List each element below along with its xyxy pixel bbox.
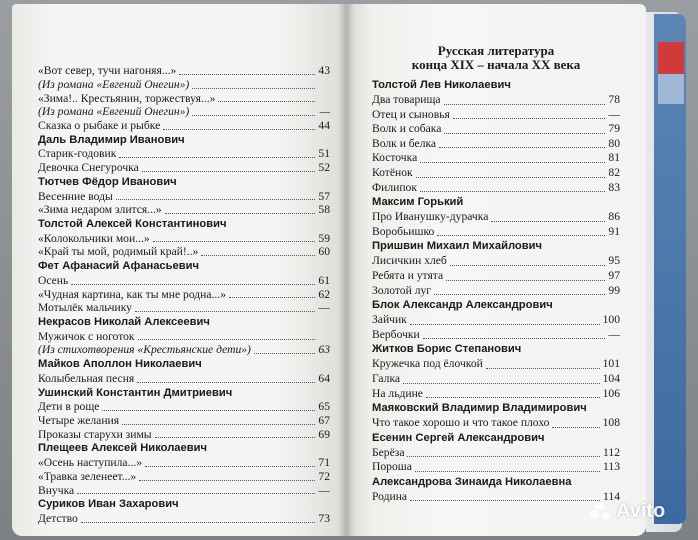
toc-page-number: 57 xyxy=(318,189,330,203)
toc-dot-leader xyxy=(119,157,315,158)
toc-item xyxy=(38,484,330,498)
toc-item-title: Мужичок с ноготок xyxy=(38,329,135,343)
toc-item xyxy=(38,288,330,302)
toc-item xyxy=(38,147,330,161)
toc-page-number: 65 xyxy=(318,400,330,414)
toc-note xyxy=(38,105,330,119)
toc-item xyxy=(38,330,330,344)
toc-item xyxy=(38,119,330,133)
toc-page-number: 112 xyxy=(603,445,620,459)
toc-dot-leader xyxy=(439,147,605,148)
toc-item xyxy=(372,387,620,402)
toc-page-number: 91 xyxy=(608,224,620,238)
toc-dot-leader xyxy=(135,311,315,312)
toc-dot-leader xyxy=(229,297,315,298)
toc-note xyxy=(38,78,330,92)
toc-author: Блок Александр Александрович xyxy=(372,299,553,312)
toc-page-number: 43 xyxy=(318,64,330,77)
toc-item xyxy=(372,372,620,387)
toc-item xyxy=(372,181,620,196)
toc-item-title: Золотой луг xyxy=(372,283,432,297)
toc-dot-leader xyxy=(142,171,315,172)
toc-item-title: Котёнок xyxy=(372,165,413,179)
toc-item-title: Филипок xyxy=(372,180,417,194)
toc-item xyxy=(38,92,330,106)
toc-dot-leader xyxy=(218,101,315,102)
toc-author: Житков Борис Степанович xyxy=(372,343,522,356)
toc-author: Пришвин Михаил Михайлович xyxy=(372,240,542,253)
toc-dot-leader xyxy=(450,265,605,266)
toc-page-number: 58 xyxy=(318,203,330,217)
left-page xyxy=(12,4,346,536)
toc-dot-leader xyxy=(423,338,605,339)
toc-item-title: Детство xyxy=(38,511,78,525)
toc-dot-leader xyxy=(444,104,605,105)
toc-dot-leader xyxy=(102,410,315,411)
open-book xyxy=(6,4,692,536)
toc-page-number: 60 xyxy=(318,245,330,259)
toc-item xyxy=(38,512,330,526)
toc-dot-leader xyxy=(491,221,605,222)
avito-logo-icon xyxy=(590,503,612,521)
toc-item xyxy=(372,225,620,240)
section-title-line1: Русская литература xyxy=(437,43,555,58)
toc-item-title: Ребята и утята xyxy=(372,268,444,282)
toc-item-title: «Зима недаром злится...» xyxy=(38,203,162,217)
toc-item-title: Родина xyxy=(372,489,408,503)
toc-dot-leader xyxy=(116,199,315,200)
toc-item-title: Волк и белка xyxy=(372,136,437,150)
toc-item xyxy=(372,108,620,123)
toc-item-title: Сказка о рыбаке и рыбке xyxy=(38,119,161,133)
toc-item-title: «Зима!.. Крестьянин, торжествуя...» xyxy=(38,91,216,105)
toc-item xyxy=(38,203,330,217)
toc-page-number: 67 xyxy=(318,413,330,427)
right-toc-list xyxy=(372,78,620,504)
toc-dot-leader xyxy=(254,353,315,354)
toc-author: Некрасов Николай Алексеевич xyxy=(38,316,210,329)
toc-author: Фет Афанасий Афанасьевич xyxy=(38,260,200,273)
cover-edge-red-band xyxy=(658,42,684,74)
toc-page-number: — xyxy=(608,107,620,121)
toc-page-number: 52 xyxy=(318,161,330,175)
toc-item xyxy=(38,414,330,428)
toc-page-number: 44 xyxy=(318,119,330,133)
toc-note xyxy=(38,343,330,357)
toc-page-number: 101 xyxy=(602,357,620,371)
toc-page-number: 63 xyxy=(318,343,330,357)
toc-item-title: Девочка Снегурочка xyxy=(38,161,139,175)
toc-page-number: 71 xyxy=(318,455,330,469)
toc-item-title: На льдине xyxy=(372,386,423,400)
toc-dot-leader xyxy=(453,118,605,119)
toc-item-title: Что такое хорошо и что такое плохо xyxy=(372,416,550,430)
cover-edge-pale-band xyxy=(658,74,684,104)
toc-item xyxy=(372,254,620,269)
toc-item-title: Пороша xyxy=(372,460,412,474)
toc-dot-leader xyxy=(420,191,605,192)
toc-dot-leader xyxy=(403,383,600,384)
toc-author: Плещеев Алексей Николаевич xyxy=(38,442,207,455)
right-page xyxy=(346,4,646,536)
toc-dot-leader xyxy=(179,74,315,75)
toc-page-number: — xyxy=(608,327,620,341)
toc-item xyxy=(372,416,620,431)
toc-dot-leader xyxy=(138,339,315,340)
toc-author: Даль Владимир Иванович xyxy=(38,133,185,146)
toc-item xyxy=(38,161,330,175)
toc-author: Майков Аполлон Николаевич xyxy=(38,358,202,371)
toc-item xyxy=(38,470,330,484)
toc-item-title: Косточка xyxy=(372,151,418,165)
toc-item-title: Отец и сыновья xyxy=(372,107,450,121)
toc-item xyxy=(38,456,330,470)
toc-dot-leader xyxy=(434,294,605,295)
toc-item xyxy=(372,313,620,328)
toc-item-title: Воробьишко xyxy=(372,224,435,238)
toc-page-number: 100 xyxy=(602,313,620,327)
toc-author: Толстой Алексей Константинович xyxy=(38,218,227,231)
toc-dot-leader xyxy=(410,324,600,325)
toc-item-title: Про Иванушку-дурачка xyxy=(372,210,489,224)
toc-item xyxy=(372,122,620,137)
toc-item xyxy=(38,64,330,78)
toc-item xyxy=(38,372,330,386)
toc-page-number: 62 xyxy=(318,287,330,301)
toc-author: Максим Горький xyxy=(372,196,464,209)
toc-item-title: (Из романа «Евгений Онегин») xyxy=(38,105,190,119)
toc-page-number: 113 xyxy=(603,460,620,474)
toc-item xyxy=(372,269,620,284)
toc-page-number: 95 xyxy=(608,254,620,268)
toc-page-number: 104 xyxy=(602,371,620,385)
toc-page-number: 78 xyxy=(608,93,620,106)
toc-page-number: — xyxy=(319,105,330,119)
toc-item xyxy=(372,166,620,181)
toc-item-title: Колыбельная песня xyxy=(38,371,135,385)
toc-dot-leader xyxy=(139,480,315,481)
toc-page-number: 97 xyxy=(608,268,620,282)
toc-item xyxy=(38,301,330,315)
toc-author: Маяковский Владимир Владимирович xyxy=(372,402,587,415)
book-spine xyxy=(338,4,354,536)
section-title xyxy=(372,44,620,72)
toc-dot-leader xyxy=(137,382,315,383)
toc-page-number: — xyxy=(318,301,330,315)
toc-item xyxy=(372,328,620,343)
watermark-text: Avito xyxy=(616,500,666,522)
toc-dot-leader xyxy=(122,424,315,425)
toc-item xyxy=(372,460,620,475)
toc-page-number: 61 xyxy=(318,273,330,287)
toc-dot-leader xyxy=(153,241,315,242)
toc-page-number: 114 xyxy=(603,489,620,503)
toc-item-title: Лисичкин хлеб xyxy=(372,254,447,268)
toc-author: Тютчев Фёдор Иванович xyxy=(38,176,177,189)
toc-item-title: Кружечка под ёлочкой xyxy=(372,357,483,371)
toc-page-number: 99 xyxy=(608,283,620,297)
toc-item-title: Галка xyxy=(372,371,401,385)
toc-item xyxy=(372,357,620,372)
toc-item-title: (Из романа «Евгений Онегин») xyxy=(38,77,190,91)
toc-page-number: 59 xyxy=(318,231,330,245)
toc-item-title: Берёза xyxy=(372,445,405,459)
toc-page-number: 73 xyxy=(318,511,330,525)
toc-dot-leader xyxy=(145,466,315,467)
toc-dot-leader xyxy=(486,368,600,369)
toc-dot-leader xyxy=(163,129,315,130)
toc-item xyxy=(38,274,330,288)
toc-page-number: 106 xyxy=(602,386,620,400)
toc-item-title: Мотылёк мальчику xyxy=(38,301,132,315)
toc-item-title: Волк и собака xyxy=(372,122,442,136)
toc-item xyxy=(372,93,620,108)
toc-dot-leader xyxy=(192,88,315,89)
toc-author: Ушинский Константин Дмитриевич xyxy=(38,386,233,399)
toc-author: Суриков Иван Захарович xyxy=(38,498,179,511)
toc-item-title: «Колокольчики мои...» xyxy=(38,231,150,245)
toc-item-title: «Край ты мой, родимый край!..» xyxy=(38,245,199,259)
toc-dot-leader xyxy=(437,235,605,236)
toc-page-number: 69 xyxy=(318,427,330,441)
section-title-line2: конца XIX – начала XX века xyxy=(411,57,581,72)
toc-item-title: Зайчик xyxy=(372,313,407,327)
toc-dot-leader xyxy=(71,284,315,285)
toc-item-title: «Травка зеленеет...» xyxy=(38,469,137,483)
toc-item xyxy=(372,446,620,461)
toc-item xyxy=(38,232,330,246)
toc-item xyxy=(372,490,620,505)
toc-dot-leader xyxy=(420,162,605,163)
toc-page-number: 81 xyxy=(608,151,620,165)
toc-dot-leader xyxy=(410,500,600,501)
toc-author: Есенин Сергей Александрович xyxy=(372,431,545,444)
toc-dot-leader xyxy=(415,471,600,472)
toc-page-number: 72 xyxy=(318,469,330,483)
toc-item-title: Два товарища xyxy=(372,93,441,106)
toc-item xyxy=(38,428,330,442)
toc-page-number: 79 xyxy=(608,122,620,136)
toc-item xyxy=(372,137,620,152)
toc-dot-leader xyxy=(77,493,315,494)
toc-page-number: 108 xyxy=(602,416,620,430)
toc-page-number: 51 xyxy=(318,147,330,161)
toc-page-number: 64 xyxy=(318,371,330,385)
toc-item-title: (Из стихотворения «Крестьянские дети») xyxy=(38,343,251,357)
toc-author: Толстой Лев Николаевич xyxy=(372,79,511,91)
toc-item-title: Дети в роще xyxy=(38,400,100,414)
toc-item-title: «Вот север, тучи нагоняя...» xyxy=(38,64,177,77)
toc-item-title: Осень xyxy=(38,273,69,287)
toc-author: Александрова Зинаида Николаевна xyxy=(372,475,572,488)
toc-dot-leader xyxy=(416,177,605,178)
toc-item-title: Четыре желания xyxy=(38,413,120,427)
toc-dot-leader xyxy=(81,522,315,523)
toc-dot-leader xyxy=(552,427,599,428)
toc-item-title: Весенние воды xyxy=(38,189,113,203)
toc-item-title: «Чудная картина, как ты мне родна...» xyxy=(38,287,227,301)
left-toc-list xyxy=(38,64,330,526)
toc-item-title: Внучка xyxy=(38,483,75,497)
toc-dot-leader xyxy=(165,213,315,214)
toc-page-number: 82 xyxy=(608,165,620,179)
toc-page-number: 83 xyxy=(608,180,620,194)
toc-page-number: — xyxy=(318,483,330,497)
toc-dot-leader xyxy=(155,437,315,438)
toc-item xyxy=(372,210,620,225)
toc-dot-leader xyxy=(201,255,315,256)
toc-item xyxy=(38,400,330,414)
toc-page-number: 80 xyxy=(608,136,620,150)
avito-watermark xyxy=(590,500,665,523)
toc-item xyxy=(372,151,620,166)
toc-item-title: «Осень наступила...» xyxy=(38,455,143,469)
toc-dot-leader xyxy=(444,133,605,134)
toc-item-title: Старик-годовик xyxy=(38,147,117,161)
toc-dot-leader xyxy=(192,115,315,116)
toc-item xyxy=(372,284,620,299)
toc-item xyxy=(38,190,330,204)
toc-dot-leader xyxy=(407,456,600,457)
toc-dot-leader xyxy=(426,397,600,398)
toc-item-title: Проказы старухи зимы xyxy=(38,427,152,441)
toc-item xyxy=(38,245,330,259)
toc-dot-leader xyxy=(446,280,605,281)
toc-page-number: 86 xyxy=(608,210,620,224)
toc-item-title: Вербочки xyxy=(372,327,420,341)
